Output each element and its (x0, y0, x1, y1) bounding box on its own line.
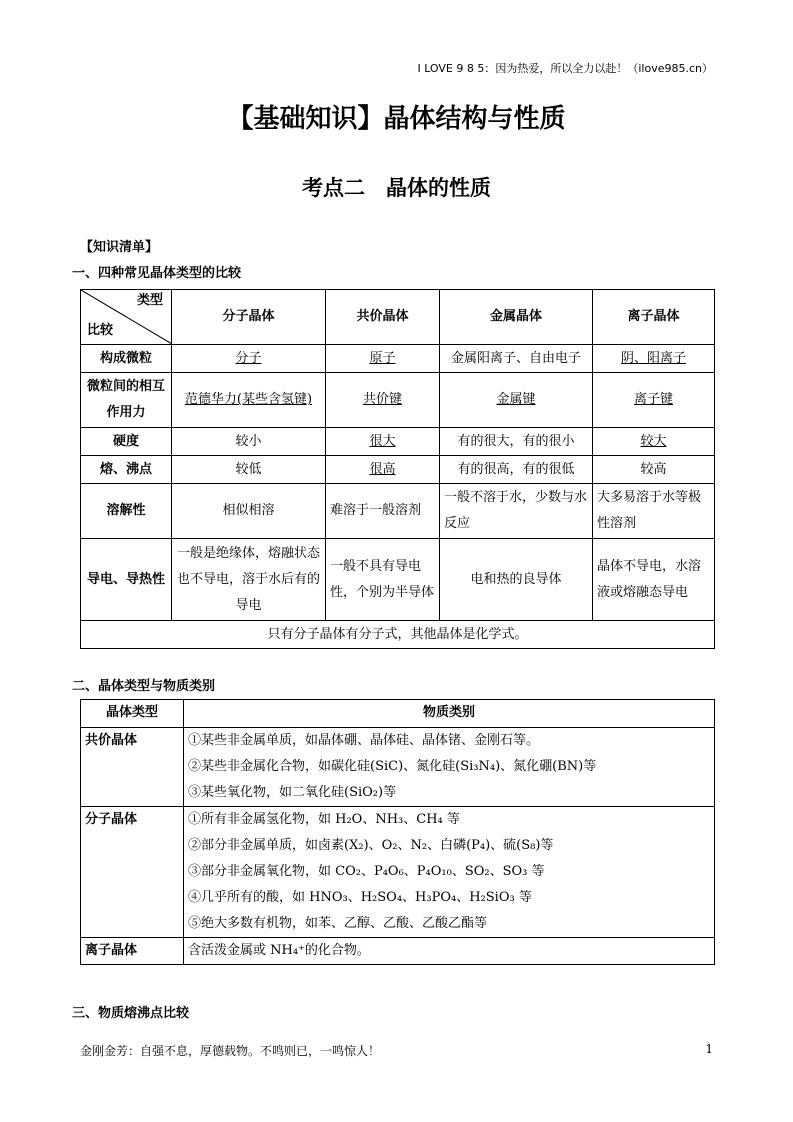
list-item: 含活泼金属或 NH₄⁺的化合物。 (188, 943, 370, 958)
table-cell: 一般是绝缘体，熔融状态也不导电，溶于水后有的导电 (172, 539, 326, 621)
column-header: 共价晶体 (326, 290, 440, 345)
list-item: ③部分非金属氧化物，如 CO₂、P₄O₆、P₄O₁₀、SO₂、SO₃ 等 (188, 864, 545, 879)
list-item: ②部分非金属单质，如卤素(X₂)、O₂、N₂、白磷(P₄)、硫(S₈)等 (188, 838, 554, 853)
table-cell: 有的很高，有的很低 (440, 456, 593, 484)
corner-top-label: 类型 (136, 293, 163, 308)
table-cell: 较高 (593, 456, 715, 484)
table-cell: 金属阳离子、自由电子 (440, 345, 593, 373)
row-header: 共价晶体 (81, 728, 184, 807)
column-header: 物质类别 (184, 700, 715, 728)
table-cell: 难溶于一般溶剂 (326, 484, 440, 539)
table-cell (184, 938, 715, 965)
section1-heading: 一、四种常见晶体类型的比较 (72, 266, 242, 281)
list-item: ②某些非金属化合物，如碳化硅(SiC)、氮化硅(Si₃N₄)、氮化硼(BN)等 (188, 759, 597, 774)
table-cell (184, 728, 715, 807)
row-header: 微粒间的相互作用力 (81, 373, 172, 428)
table-cell: 范德华力(某些含氢键) (172, 373, 326, 428)
table-cell: 很高 (326, 456, 440, 484)
header-note: I LOVE 9 8 5：因为热爱，所以全力以赴！（ilove985.cn） (417, 62, 713, 75)
row-header: 硬度 (81, 428, 172, 456)
corner-bottom-label: 比较 (87, 323, 114, 338)
table-cell: 一般不具有导电性，个别为半导体 (326, 539, 440, 621)
list-item: ①所有非金属氢化物，如 H₂O、NH₃、CH₄ 等 (188, 812, 460, 827)
table-row (81, 807, 715, 938)
table-cell: 有的很大，有的很小 (440, 428, 593, 456)
list-item: ①某些非金属单质，如晶体硼、晶体硅、晶体锗、金刚石等。 (188, 733, 540, 748)
knowledge-list-label: 【知识清单】 (80, 240, 159, 255)
table-cell: 很大 (326, 428, 440, 456)
section2-heading: 二、晶体类型与物质类别 (72, 679, 216, 694)
table-cell (184, 807, 715, 938)
table-cell: 原子 (326, 345, 440, 373)
row-header: 导电、导热性 (81, 539, 172, 621)
crystal-comparison-table (80, 289, 715, 649)
table-cell: 大多易溶于水等极性溶剂 (593, 484, 715, 539)
table-cell: 金属键 (440, 373, 593, 428)
row-header: 离子晶体 (81, 938, 184, 965)
column-header: 离子晶体 (593, 290, 715, 345)
list-item: ④几乎所有的酸，如 HNO₃、H₂SO₄、H₃PO₄、H₂SiO₃ 等 (188, 890, 532, 905)
footer-motto: 金刚金芳：自强不息，厚德载物。不鸣则已，一鸣惊人！ (80, 1044, 381, 1058)
section3-heading: 三、物质熔沸点比较 (72, 1006, 190, 1021)
page-number: 1 (705, 1042, 713, 1056)
row-header: 构成微粒 (81, 345, 172, 373)
row-header: 熔、沸点 (81, 456, 172, 484)
table-note: 只有分子晶体有分子式，其他晶体是化学式。 (81, 621, 715, 649)
list-item: ③某些氧化物，如二氧化硅(SiO₂)等 (188, 785, 397, 800)
list-item: ⑤绝大多数有机物，如苯、乙醇、乙酸、乙酸乙酯等 (188, 916, 488, 931)
section-subtitle: 考点二 晶体的性质 (302, 176, 491, 200)
table-row (81, 456, 715, 484)
table-corner (81, 290, 172, 345)
column-header: 晶体类型 (81, 700, 184, 728)
table-cell: 共价键 (326, 373, 440, 428)
table-row (81, 373, 715, 428)
table-cell: 较大 (593, 428, 715, 456)
table-row (81, 938, 715, 965)
table-cell: 晶体不导电，水溶液或熔融态导电 (593, 539, 715, 621)
table-row (81, 539, 715, 621)
table-cell: 较小 (172, 428, 326, 456)
table-cell: 电和热的良导体 (440, 539, 593, 621)
table-row (81, 728, 715, 807)
table-row (81, 484, 715, 539)
table-cell: 较低 (172, 456, 326, 484)
crystal-class-table (80, 699, 715, 965)
table-cell: 离子键 (593, 373, 715, 428)
table-row (81, 428, 715, 456)
table-cell: 阴、阳离子 (593, 345, 715, 373)
table-row (81, 345, 715, 373)
table-cell: 分子 (172, 345, 326, 373)
table-cell: 一般不溶于水，少数与水反应 (440, 484, 593, 539)
table-row (81, 621, 715, 649)
table-cell: 相似相溶 (172, 484, 326, 539)
column-header: 金属晶体 (440, 290, 593, 345)
row-header: 溶解性 (81, 484, 172, 539)
column-header: 分子晶体 (172, 290, 326, 345)
page-title: 【基础知识】晶体结构与性质 (227, 104, 566, 134)
row-header: 分子晶体 (81, 807, 184, 938)
